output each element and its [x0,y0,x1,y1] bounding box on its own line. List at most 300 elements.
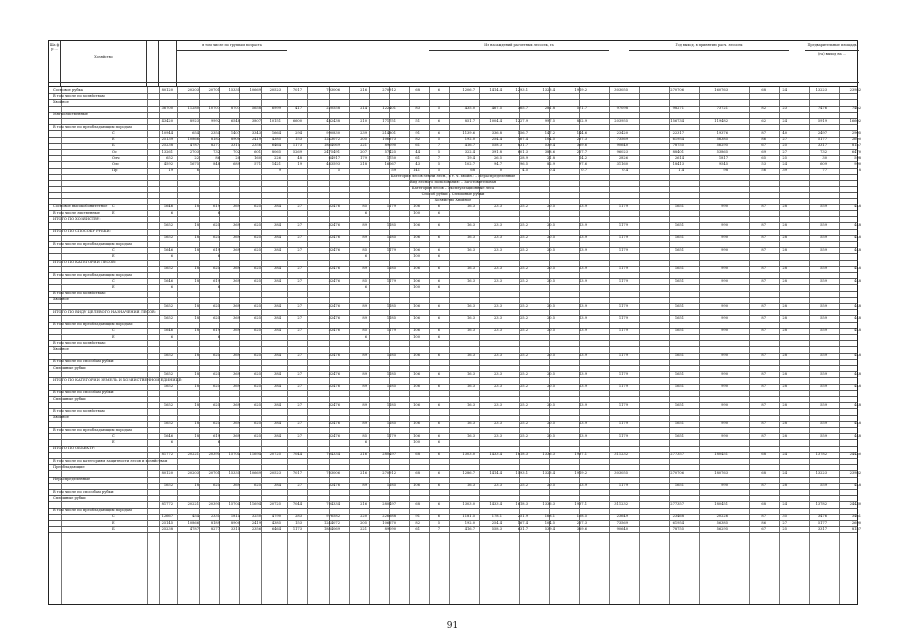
species-code: С [112,247,115,252]
cell-value: 25.2 [519,433,528,438]
cell-value: 6 [437,501,440,506]
cell-value: 91 [415,514,420,519]
cell-value: 448 [854,384,861,389]
cell-value: 68 [761,470,766,475]
header-col3 [147,41,159,86]
cell-value: 3315 [230,526,240,531]
cell-value: 25.2 [519,315,528,320]
cell-value: 16067 [384,161,396,166]
cell-value: 625 [213,421,220,426]
cell-value: 15704 [228,501,240,506]
cell-value: 16602 [849,118,861,123]
cell-value: 16.3 [466,266,475,271]
row-label: В том числе по преобладающим породам: [53,322,134,327]
header-name: Хозяйство [61,41,147,86]
cell-value: 25.2 [519,483,528,488]
cell-value: 2690 [851,137,861,142]
cell-value: 18 [194,247,199,252]
cell-value: 1181.5 [462,514,475,519]
cell-value: 6 [196,168,199,173]
cell-value: 1652 [163,315,173,320]
cell-value: 1646 [163,433,173,438]
cell-value: 31160 [616,161,628,166]
cell-value: 226 [274,155,281,160]
cell-value: 558.3 [491,526,502,531]
cell-value: 1179 [386,328,396,333]
cell-value: 23.3 [493,315,502,320]
cell-value: 448 [854,483,861,488]
table-header [48,40,858,87]
cell-value: 106 [413,222,420,227]
cell-value: 28 [782,402,787,407]
cell-value: 1652 [163,235,173,240]
cell-value: 384 [274,421,281,426]
cell-value: 6 [170,439,173,444]
cell-value: 369 [233,247,240,252]
cell-value: 1414.4 [489,470,502,475]
cell-value: 6 [170,253,173,258]
cell-value: 106 [413,433,420,438]
cell-value: 10866 [187,520,199,525]
cell-value: 619 [213,328,220,333]
row-label: ИТОГО ПО КАТЕГОРИИ ЛЕСОВ: [53,260,117,265]
row-label: ИТОГО ПО ВИДУ ЦЕЛЕВОГО НАЗНАЧЕНИЯ ЛЕСОВ: [53,309,156,314]
cell-value: 141 [413,168,420,173]
cell-value: 205 [360,137,367,142]
cell-value: 601 [254,149,261,154]
cell-value: 106 [413,402,420,407]
cell-value: 6 [437,278,440,283]
cell-value: 27 [297,371,302,376]
cell-value: 20.5 [546,421,555,426]
cell-value: 156734 [670,118,684,123]
cell-value: 270912 [382,470,396,475]
cell-value: 3343 [251,130,261,135]
cell-value: 20.5 [546,328,555,333]
cell-value: 16.3 [466,328,475,333]
cell-value: 32476 [328,371,340,376]
cell-value: 23982 [849,87,861,92]
cell-value: 23420 [616,130,628,135]
cell-value: 13.9 [578,402,587,407]
cell-value: 19 [168,168,173,173]
cell-value: 25.2 [519,222,528,227]
cell-value: 32476 [328,315,340,320]
cell-value: 1323.4 [542,470,555,475]
cell-value: 24 [782,118,787,123]
cell-value: 311232 [614,501,628,506]
document-page [48,40,861,620]
cell-value: 62 [761,118,766,123]
cell-value: 6 [364,253,367,258]
cell-value: 559 [820,222,827,227]
cell-value: 80120 [161,87,173,92]
cell-value: 13.9 [578,222,587,227]
cell-value: 14.2 [578,155,587,160]
cell-value: 85 [362,204,367,209]
cell-value: 251.9 [517,514,528,519]
cell-value: 25 [782,143,787,148]
cell-value: 6 [437,334,440,339]
cell-value: 23649 [616,514,628,519]
cell-value: 619 [213,278,220,283]
cell-value: 1651 [674,328,684,333]
cell-value: 369 [233,315,240,320]
cell-value: 106 [413,315,420,320]
cell-value: 13.9 [578,433,587,438]
cell-value: 1179 [618,421,628,426]
cell-value: 416.7 [464,143,475,148]
cell-value: 28 [782,266,787,271]
cell-value: 5269 [292,149,302,154]
cell-value: 1185 [386,421,396,426]
cell-value: 990 [721,235,728,240]
cell-value: 6 [437,253,440,258]
cell-value: 6 [170,284,173,289]
cell-value: 1179 [618,353,628,358]
cell-value: 283 [295,514,302,519]
cell-value: 625 [254,402,261,407]
row-label: Сплошные рубки [53,495,86,500]
cell-value: 1884069 [323,143,340,148]
cell-value: 0.7 [581,168,587,173]
cell-value: 1243072 [323,137,340,142]
cell-value: 97.6 [578,161,587,166]
cell-value: 559 [820,315,827,320]
cell-value: 64917 [328,155,340,160]
cell-value: 369 [233,371,240,376]
cell-value: 32476 [328,247,340,252]
cell-value: 1206.7 [462,87,475,92]
cell-value: 3317 [817,143,827,148]
cell-value: 6 [437,353,440,358]
cell-value: 990 [721,303,728,308]
cell-value: 20523 [269,470,281,475]
cell-value: 100 [413,284,420,289]
cell-value: 23.3 [493,328,502,333]
cell-value: 61 [415,155,420,160]
cell-value: 2356 [251,526,261,531]
cell-value: 7 [437,143,440,148]
cell-value: 87 [761,266,766,271]
cell-value: 990 [721,222,728,227]
cell-value: 990 [721,204,728,209]
cell-value: 1421 [271,161,281,166]
cell-value: 3807 [251,118,261,123]
cell-value: 23 [782,106,787,111]
cell-value: 1179 [618,483,628,488]
cell-value: 689 [233,161,240,166]
cell-value: 73569 [616,137,628,142]
cell-value: 365.7 [517,106,528,111]
cell-value: 559 [820,421,827,426]
cell-value: 20.5 [546,402,555,407]
cell-value: 6 [217,334,220,339]
cell-value: 104.5 [544,137,555,142]
cell-value: 257.7 [576,149,587,154]
section-caption: Способ рубки – Сплошные рубки [49,192,857,199]
cell-value: 82.9 [546,161,555,166]
cell-value: 311232 [614,452,628,457]
cell-value: 20203 [187,470,199,475]
cell-value: 8707 [230,106,240,111]
cell-value: 23.3 [493,402,502,407]
cell-value: 25139 [161,137,173,142]
cell-value: 1179 [618,266,628,271]
row-label: В том числе по хозяйствам: [53,291,106,296]
cell-value: 100 [413,334,420,339]
cell-value: 20.5 [546,303,555,308]
cell-value: 448 [854,303,861,308]
cell-value: 369 [233,402,240,407]
cell-value: 20725 [269,501,281,506]
cell-value: 56 [761,168,766,173]
cell-value: 2354 [210,130,220,135]
cell-value: 25238 [161,526,173,531]
cell-value: 6 [437,130,440,135]
cell-value: 369.6 [576,526,587,531]
cell-value: 559 [820,483,827,488]
cell-value: 6 [170,210,173,215]
cell-value: 16.3 [466,433,475,438]
cell-value: 1179 [618,328,628,333]
cell-value: 8065 [271,149,281,154]
cell-value: 192.0 [464,137,475,142]
row-label: Сплошные рубки [53,396,86,401]
cell-value: 100 [413,439,420,444]
cell-value: 0.4 [622,168,628,173]
cell-value: 1618.3 [515,501,528,506]
cell-value: 100 [413,253,420,258]
cell-value: 1937.1 [574,501,587,506]
cell-value: 2419 [251,137,261,142]
cell-value: 5 [437,137,440,142]
cell-value: 27 [297,303,302,308]
cell-value: 4790 [271,514,281,519]
cell-value: 2356 [251,143,261,148]
cell-value: 559 [820,353,827,358]
header-code: Ша ф р ... [49,41,61,86]
cell-value: 89 [362,402,367,407]
cell-value: 1185 [386,371,396,376]
cell-value: 5 [437,168,440,173]
cell-value: 1814 [230,514,240,519]
cell-value: 1651 [674,433,684,438]
cell-value: 65 [761,155,766,160]
cell-value: 598 [854,155,861,160]
cell-value: 4592 [163,161,173,166]
cell-value: 7017 [292,87,302,92]
cell-value: 19376 [716,130,728,135]
cell-value: 6 [437,284,440,289]
cell-value: 631.7 [517,526,528,531]
cell-value: 6 [437,222,440,227]
cell-value: 369 [233,421,240,426]
cell-value: 3476 [817,514,827,519]
cell-value: 22317 [672,130,684,135]
cell-value: 20.5 [546,247,555,252]
cell-value: 40 [782,130,787,135]
cell-value: 5177 [817,520,827,525]
cell-value: 280497 [382,452,396,457]
cell-value: 4.5 [522,168,528,173]
cell-value: 16.3 [466,483,475,488]
cell-value: 203955 [614,118,628,123]
header-group-cut: Из насаждений расчетных лесосек, га [429,41,609,51]
species-code: Е [112,334,115,339]
cell-value: 6 [437,87,440,92]
cell-value: 6 [364,439,367,444]
cell-value: 997.5 [544,118,555,123]
cell-value: 89 [362,353,367,358]
header-group-output: Год выход, в принятию расч. лесосек [629,41,789,51]
row-label: ИТОГО ПО ХОЗЯЙСТВУ: [53,216,101,221]
cell-value: 78755 [672,143,684,148]
cell-value: 20395 [208,452,220,457]
cell-value: 106 [413,353,420,358]
cell-value: 25 [782,526,787,531]
cell-value: 336.8 [491,130,502,135]
cell-value: 25.2 [519,204,528,209]
cell-value: 210 [360,118,367,123]
row-label: В том числе по хозяйствам [53,408,105,413]
row-label: Сплошные рубки [53,365,86,370]
cell-value: 16.3 [466,384,475,389]
row-label: Преобладающие [53,464,85,469]
cell-value: 106 [413,371,420,376]
cell-value: 1652 [163,303,173,308]
cell-value: 1244072 [323,520,340,525]
cell-value: 89 [362,266,367,271]
cell-value: 85 [362,328,367,333]
cell-value: 448 [854,222,861,227]
cell-value: 221 [360,143,367,148]
header-group-forecast: Предварительные площадь (га) выход на ... [805,41,859,51]
cell-value: 28 [782,315,787,320]
cell-value: 68 [470,168,475,173]
cell-value: 100 [413,210,420,215]
cell-value: 7017 [292,470,302,475]
cell-value: 179 [360,155,367,160]
cell-value: 1173 [292,526,302,531]
cell-value: 369 [233,384,240,389]
cell-value: 1652 [163,421,173,426]
row-label: Хвойное [53,415,69,420]
cell-value: 1652 [163,353,173,358]
cell-value: 23.3 [493,384,502,389]
cell-value: 13.9 [578,328,587,333]
cell-value: 10944 [161,130,173,135]
cell-value: 990 [721,278,728,283]
cell-value: 559 [820,303,827,308]
cell-value: 61 [415,526,420,531]
cell-value: 20701 [208,470,220,475]
cell-value: 6 [217,210,220,215]
cell-value: 28 [782,421,787,426]
cell-value: 216 [360,470,367,475]
cell-value: 1652 [163,483,173,488]
cell-value: 180451 [714,452,728,457]
cell-value: 4787 [189,526,199,531]
cell-value: 704334 [326,452,340,457]
cell-value: 27 [297,222,302,227]
cell-value: 106 [413,328,420,333]
cell-value: 1407 [230,130,240,135]
cell-value: 369 [233,204,240,209]
cell-value: 5 [337,168,340,173]
species-code: Е [112,253,115,258]
cell-value: 89090 [384,526,396,531]
cell-value: 16.3 [466,402,475,407]
cell-value: 23.3 [493,266,502,271]
cell-value: 851.7 [464,118,475,123]
cell-value: 23.3 [493,247,502,252]
cell-value: 1179 [618,315,628,320]
row-label: В том числе по преобладающим породам [53,272,132,277]
species-code: Пр [112,168,118,173]
cell-value: 6 [364,284,367,289]
cell-value: 1179 [386,204,396,209]
cell-value: 87 [761,514,766,519]
cell-value: 652 [166,155,173,160]
cell-value: 2419 [251,520,261,525]
cell-value: 384 [274,266,281,271]
cell-value: 89 [362,421,367,426]
cell-value: 73721 [716,106,728,111]
cell-value: 51 [415,118,420,123]
cell-value: 20.5 [546,371,555,376]
cell-value: 848 [213,161,220,166]
cell-value: 2690 [851,520,861,525]
cell-value: 559 [820,402,827,407]
cell-value: 1646 [163,204,173,209]
cell-value: 1652 [163,384,173,389]
cell-value: 13.9 [578,421,587,426]
cell-value: 226688 [382,514,396,519]
cell-value: 448 [854,402,861,407]
species-code: Ос [112,149,117,154]
cell-value: 990830 [326,130,340,135]
cell-value: 122401 [382,106,396,111]
cell-value: 20.5 [546,235,555,240]
cell-value: 24 [782,501,787,506]
cell-value: 25.2 [519,266,528,271]
cell-value: 1651 [674,483,684,488]
cell-value: 1179 [618,433,628,438]
cell-value: 23.3 [493,303,502,308]
cell-value: 20226 [716,514,728,519]
cell-value: 369 [233,235,240,240]
cell-value: 106 [413,266,420,271]
cell-value: 27 [297,353,302,358]
header-col4 [159,41,177,86]
cell-value: 625 [213,384,220,389]
cell-value: 27 [297,266,302,271]
cell-value: 87 [761,421,766,426]
cell-value: 27 [297,315,302,320]
cell-value: 6 [170,334,173,339]
cell-value: 1139.6 [462,130,475,135]
cell-value: 8 [858,168,861,173]
cell-value: 1433.4 [489,501,502,506]
cell-value: 463593 [326,161,340,166]
cell-value: 5919 [817,118,827,123]
cell-value: 18 [194,315,199,320]
cell-value: 24430 [849,452,861,457]
cell-value: 1185 [386,315,396,320]
cell-value: 68 [415,87,420,92]
cell-value: 625 [213,402,220,407]
